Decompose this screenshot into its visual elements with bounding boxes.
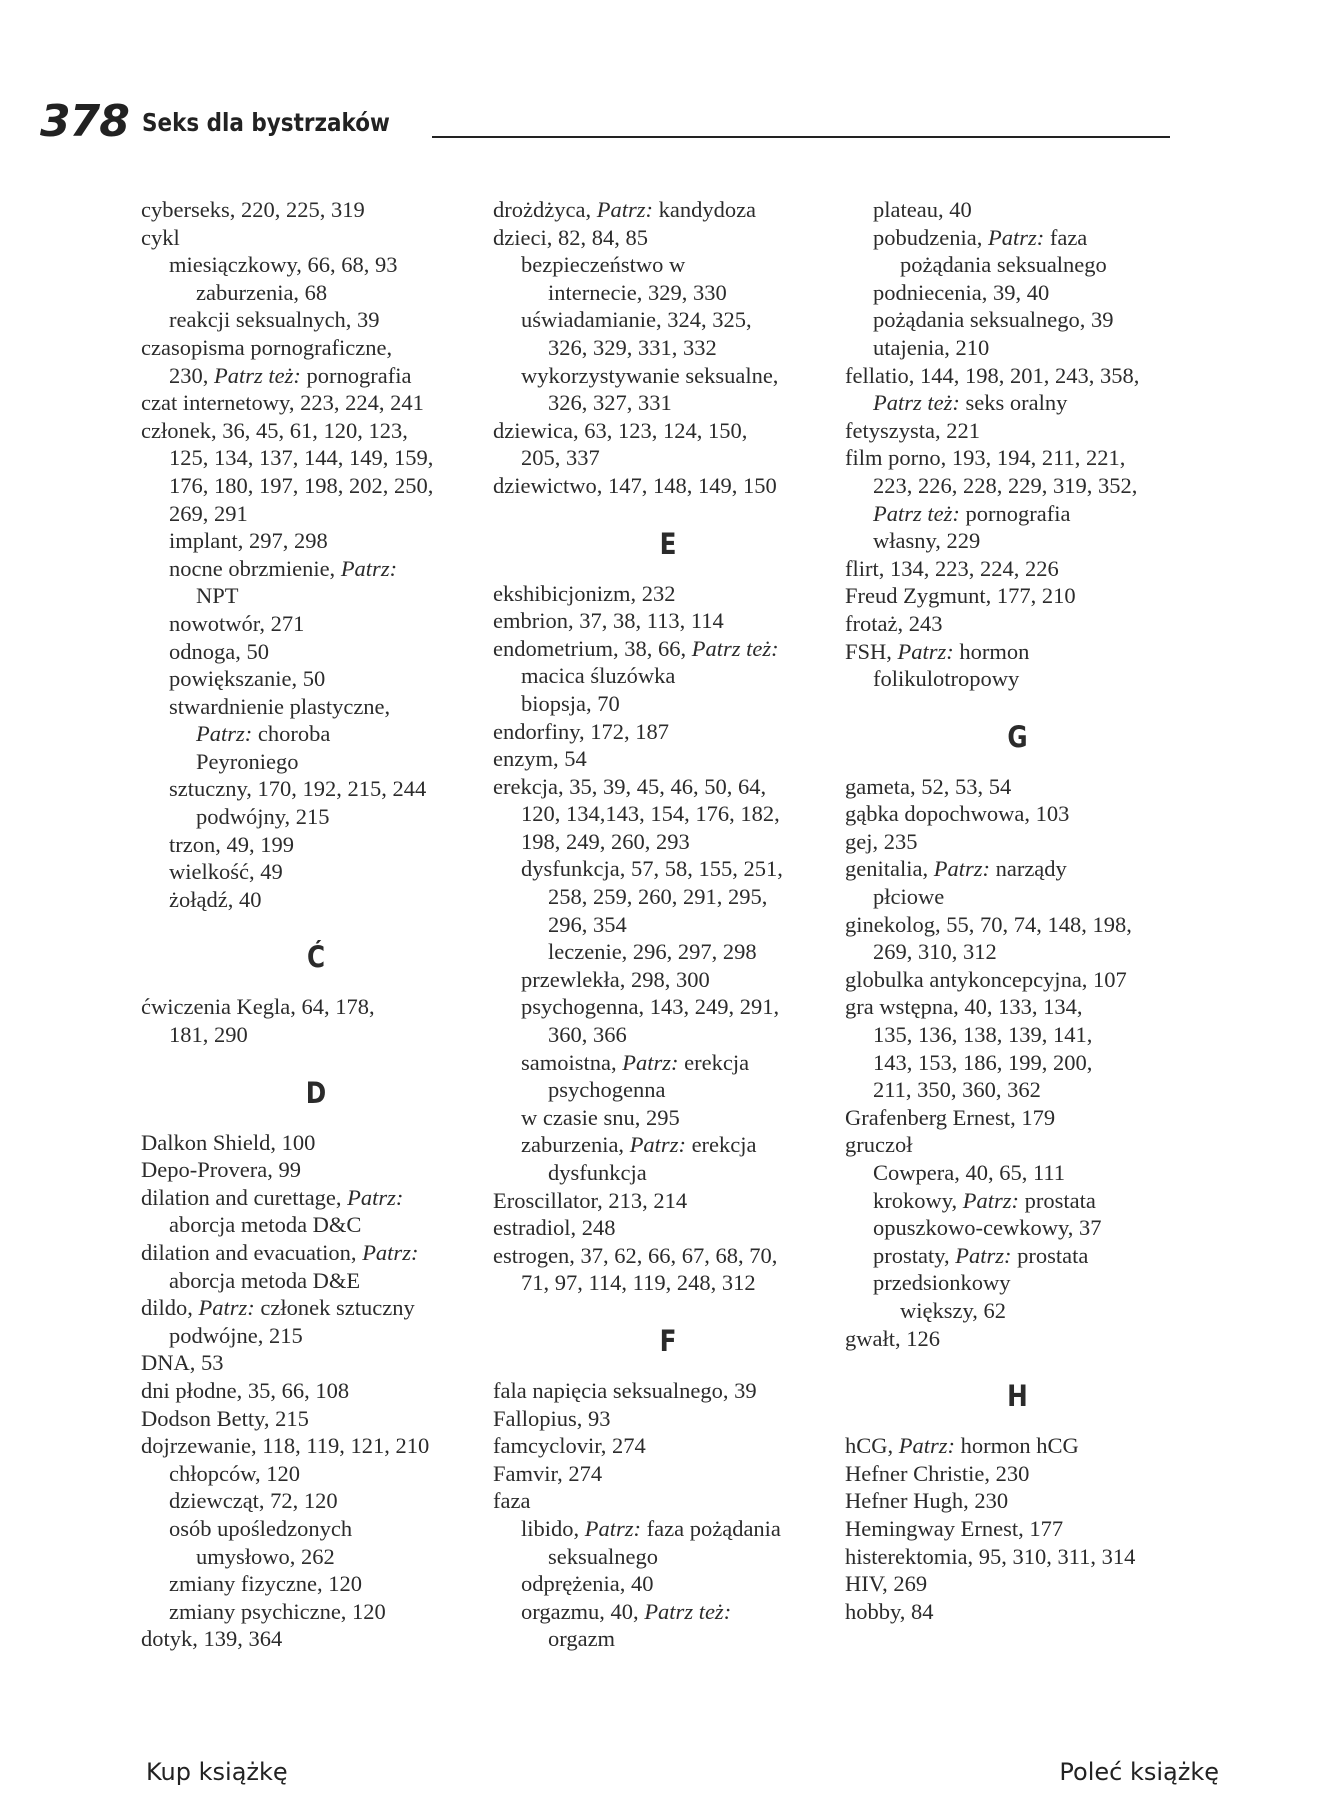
index-entry: DNA, 53 (141, 1350, 224, 1376)
index-entry: zmiany fizyczne, 120 (169, 1571, 363, 1597)
index-entry: Hemingway Ernest, 177 (845, 1515, 1064, 1541)
index-entry: wielkość, 49 (169, 859, 283, 885)
index-entry: genitalia, Patrz: narządy (845, 856, 1067, 882)
cross-reference-marker: Patrz: (340, 555, 398, 581)
index-entry: histerektomia, 95, 310, 311, 314 (845, 1543, 1136, 1569)
index-entry: hCG, Patrz: hormon hCG (845, 1433, 1079, 1459)
index-entry: 205, 337 (521, 445, 600, 471)
index-entry: Dodson Betty, 215 (141, 1405, 309, 1431)
index-entry: fellatio, 144, 198, 201, 243, 358, (845, 362, 1140, 388)
index-entry: pożądania seksualnego (900, 252, 1107, 278)
index-entry: hobby, 84 (845, 1598, 934, 1624)
cross-reference-marker: Patrz też: (214, 362, 301, 388)
index-entry: 326, 329, 331, 332 (548, 334, 717, 360)
page-header (40, 96, 1170, 147)
index-entry: pobudzenia, Patrz: faza (873, 224, 1088, 250)
index-entry: film porno, 193, 194, 211, 221, (845, 445, 1126, 471)
index-entry: większy, 62 (900, 1297, 1007, 1323)
index-entry: Hefner Christie, 230 (845, 1460, 1030, 1486)
index-entry: prostaty, Patrz: prostata (873, 1242, 1089, 1268)
index-entry: FSH, Patrz: hormon (845, 638, 1030, 664)
index-entry: endometrium, 38, 66, Patrz też: (493, 635, 779, 661)
index-entry: psychogenna, 143, 249, 291, (521, 994, 780, 1020)
index-entry: ćwiczenia Kegla, 64, 178, (141, 994, 375, 1020)
cross-reference-marker: Patrz: (955, 1242, 1012, 1268)
index-entry: dziewictwo, 147, 148, 149, 150 (493, 472, 777, 498)
index-entry: dilation and evacuation, Patrz: (141, 1240, 419, 1265)
index-letter-heading: H (1007, 1379, 1028, 1414)
index-entry: nocne obrzmienie, Patrz: (169, 555, 398, 581)
index-column-2 (493, 196, 843, 1653)
index-entry: gwałt, 126 (845, 1325, 940, 1351)
index-entry: Cowpera, 40, 65, 111 (873, 1160, 1066, 1185)
index-entry: Famvir, 274 (493, 1460, 603, 1486)
index-entry: aborcja metoda D&C (169, 1212, 362, 1238)
index-entry: biopsja, 70 (521, 690, 620, 716)
index-entry: powiększanie, 50 (169, 666, 326, 692)
index-column-1 (141, 196, 491, 1653)
index-entry: dojrzewanie, 118, 119, 121, 210 (141, 1433, 430, 1459)
index-entry: dildo, Patrz: członek sztuczny (141, 1295, 415, 1321)
index-entry: Eroscillator, 213, 214 (493, 1187, 688, 1213)
index-entry: dotyk, 139, 364 (141, 1626, 283, 1652)
index-entry: zaburzenia, 68 (196, 279, 328, 305)
index-entry: endorfiny, 172, 187 (493, 718, 670, 744)
cross-reference-marker: Patrz: (584, 1515, 642, 1541)
index-entry: enzym, 54 (493, 746, 587, 772)
index-entry: chłopców, 120 (169, 1460, 301, 1486)
index-entry: implant, 297, 298 (169, 528, 328, 554)
index-entry: płciowe (873, 884, 945, 910)
cross-reference-marker: Patrz: (596, 197, 653, 222)
index-entry: 296, 354 (548, 911, 627, 937)
index-entry: folikulotropowy (873, 666, 1020, 692)
index-entry: przedsionkowy (873, 1270, 1011, 1296)
index-entry: ekshibicjonizm, 232 (493, 580, 676, 606)
index-entry: internecie, 329, 330 (548, 279, 727, 305)
index-entry: 143, 153, 186, 199, 200, (873, 1049, 1093, 1075)
cross-reference-marker: Patrz: (196, 721, 253, 747)
index-entry: NPT (196, 583, 239, 609)
index-entry: dziewcząt, 72, 120 (169, 1488, 338, 1514)
index-entry: czat internetowy, 223, 224, 241 (141, 390, 424, 416)
index-entry: macica śluzówka (521, 663, 676, 689)
index-entry: Patrz też: pornografia (873, 500, 1071, 526)
index-entry: plateau, 40 (873, 197, 972, 222)
index-entry: fetyszysta, 221 (845, 417, 980, 443)
index-entry: 326, 327, 331 (548, 390, 672, 416)
index-entry: 176, 180, 197, 198, 202, 250, (169, 472, 434, 498)
index-entry: fala napięcia seksualnego, 39 (493, 1377, 757, 1403)
index-entry: 269, 310, 312 (873, 939, 997, 965)
index-entry: gra wstępna, 40, 133, 134, (845, 994, 1083, 1020)
index-entry: orgazmu, 40, Patrz też: (521, 1598, 732, 1624)
cross-reference-marker: Patrz: (897, 638, 954, 664)
index-entry: faza (493, 1488, 531, 1514)
index-entry: gruczoł (845, 1132, 913, 1158)
index-entry: w czasie snu, 295 (521, 1104, 680, 1130)
index-entry: miesiączkowy, 66, 68, 93 (169, 252, 398, 278)
index-entry: osób upośledzonych (169, 1515, 353, 1541)
index-entry: 223, 226, 228, 229, 319, 352, (873, 472, 1138, 498)
cross-reference-marker: Patrz: (622, 1049, 679, 1075)
index-entry: zaburzenia, Patrz: erekcja (521, 1132, 757, 1158)
cross-reference-marker: Patrz: (962, 1187, 1020, 1213)
index-entry: aborcja metoda D&E (169, 1267, 361, 1293)
index-entry: dzieci, 82, 84, 85 (493, 224, 648, 250)
index-entry: flirt, 134, 223, 224, 226 (845, 555, 1059, 581)
index-entry: nowotwór, 271 (169, 610, 305, 636)
index-entry: podniecenia, 39, 40 (873, 279, 1050, 305)
cross-reference-marker: Patrz też: (873, 390, 960, 416)
index-entry: dni płodne, 35, 66, 108 (141, 1377, 350, 1403)
index-entry: reakcji seksualnych, 39 (169, 307, 380, 333)
index-entry: HIV, 269 (845, 1571, 928, 1597)
index-entry: leczenie, 296, 297, 298 (548, 939, 757, 965)
index-entry: stwardnienie plastyczne, (169, 693, 391, 719)
index-entry: 181, 290 (169, 1022, 248, 1048)
buy-book-link[interactable]: Kup książkę (146, 1758, 288, 1786)
index-entry: Hefner Hugh, 230 (845, 1488, 1009, 1514)
index-entry: samoistna, Patrz: erekcja (521, 1049, 750, 1075)
index-letter-heading: E (659, 526, 677, 561)
index-entry: gej, 235 (845, 828, 918, 854)
cross-reference-marker: Patrz: (987, 224, 1045, 250)
index-entry: gąbka dopochwowa, 103 (845, 801, 1070, 827)
index-entry: embrion, 37, 38, 113, 114 (493, 608, 724, 634)
index-entry: 135, 136, 138, 139, 141, (873, 1022, 1093, 1048)
index-entry: sztuczny, 170, 192, 215, 244 (169, 776, 427, 802)
index-entry: dziewica, 63, 123, 124, 150, (493, 417, 748, 443)
index-entry: orgazm (548, 1626, 616, 1652)
cross-reference-marker: Patrz: (347, 1184, 404, 1210)
index-entry: opuszkowo-cewkowy, 37 (873, 1215, 1102, 1241)
index-entry: uświadamianie, 324, 325, (521, 307, 752, 333)
index-entry: dysfunkcja, 57, 58, 155, 251, (521, 856, 783, 882)
index-entry: krokowy, Patrz: prostata (873, 1187, 1096, 1213)
index-entry: 120, 134,143, 154, 176, 182, (521, 801, 780, 827)
header-rule (432, 136, 1170, 138)
index-entry: Freud Zygmunt, 177, 210 (845, 583, 1076, 609)
recommend-book-link[interactable]: Poleć książkę (1059, 1758, 1219, 1786)
index-entry: przewlekła, 298, 300 (521, 966, 710, 992)
cross-reference-marker: Patrz: (933, 856, 990, 882)
cross-reference-marker: Patrz też: (691, 635, 779, 661)
index-letter-heading: F (659, 1323, 677, 1358)
cross-reference-marker: Patrz: (898, 1433, 956, 1459)
index-entry: pożądania seksualnego, 39 (873, 307, 1114, 333)
book-title: Seks dla bystrzaków (142, 108, 390, 137)
index-entry: globulka antykoncepcyjna, 107 (845, 966, 1127, 992)
index-entry: Patrz też: seks oralny (873, 390, 1068, 416)
index-letter-heading: D (305, 1075, 327, 1110)
index-entry: bezpieczeństwo w (521, 252, 686, 278)
index-entry: podwójny, 215 (196, 804, 330, 830)
cross-reference-marker: Patrz też: (644, 1598, 732, 1624)
cross-reference-marker: Patrz: (629, 1132, 686, 1158)
index-entry: 198, 249, 260, 293 (521, 828, 690, 854)
index-entry: Grafenberg Ernest, 179 (845, 1104, 1056, 1130)
page-number: 378 (40, 96, 129, 147)
index-entry: estrogen, 37, 62, 66, 67, 68, 70, (493, 1242, 778, 1268)
index-entry: 258, 259, 260, 291, 295, (548, 884, 768, 910)
index-entry: dilation and curettage, Patrz: (141, 1184, 404, 1210)
index-entry: frotaż, 243 (845, 610, 943, 636)
index-entry: Depo-Provera, 99 (141, 1157, 301, 1183)
index-entry: żołądź, 40 (169, 886, 262, 912)
index-entry: 211, 350, 360, 362 (873, 1077, 1041, 1103)
index-entry: dysfunkcja (548, 1160, 647, 1185)
index-entry: utajenia, 210 (873, 334, 990, 360)
index-entry: 230, Patrz też: pornografia (169, 362, 412, 388)
index-entry: zmiany psychiczne, 120 (169, 1598, 386, 1624)
index-entry: umysłowo, 262 (196, 1543, 335, 1569)
index-entry: podwójne, 215 (169, 1322, 303, 1348)
cross-reference-marker: Patrz: (362, 1240, 419, 1265)
index-entry: 360, 366 (548, 1022, 627, 1048)
index-entry: cykl (141, 224, 180, 250)
index-entry: seksualnego (548, 1543, 658, 1569)
index-entry: gameta, 52, 53, 54 (845, 773, 1012, 799)
index-entry: psychogenna (548, 1077, 666, 1103)
index-entry: wykorzystywanie seksualne, (521, 362, 779, 388)
index-entry: trzon, 49, 199 (169, 831, 294, 857)
index-entry: 125, 134, 137, 144, 149, 159, (169, 445, 434, 471)
index-entry: Patrz: choroba (196, 721, 331, 747)
index-entry: Fallopius, 93 (493, 1405, 611, 1431)
index-entry: 71, 97, 114, 119, 248, 312 (521, 1270, 756, 1296)
index-entry: odprężenia, 40 (521, 1571, 654, 1597)
index-entry: 269, 291 (169, 500, 248, 526)
index-entry: libido, Patrz: faza pożądania (521, 1515, 781, 1541)
index-column-3 (845, 196, 1190, 1625)
index-letter-heading: Ć (306, 940, 326, 975)
index-entry: estradiol, 248 (493, 1215, 616, 1241)
index-entry: Peyroniego (196, 748, 299, 774)
index-entry: drożdżyca, Patrz: kandydoza (493, 197, 757, 222)
index-entry: erekcja, 35, 39, 45, 46, 50, 64, (493, 773, 767, 799)
index-letter-heading: G (1007, 719, 1028, 754)
cross-reference-marker: Patrz też: (873, 500, 960, 526)
index-entry: cyberseks, 220, 225, 319 (141, 197, 365, 222)
index-entry: ginekolog, 55, 70, 74, 148, 198, (845, 911, 1132, 937)
index-entry: własny, 229 (873, 528, 981, 554)
index-entry: odnoga, 50 (169, 638, 269, 664)
cross-reference-marker: Patrz: (198, 1295, 255, 1321)
index-entry: famcyclovir, 274 (493, 1433, 646, 1459)
index-entry: czasopisma pornograficzne, (141, 334, 393, 360)
index-entry: członek, 36, 45, 61, 120, 123, (141, 417, 408, 443)
index-entry: Dalkon Shield, 100 (141, 1129, 316, 1155)
